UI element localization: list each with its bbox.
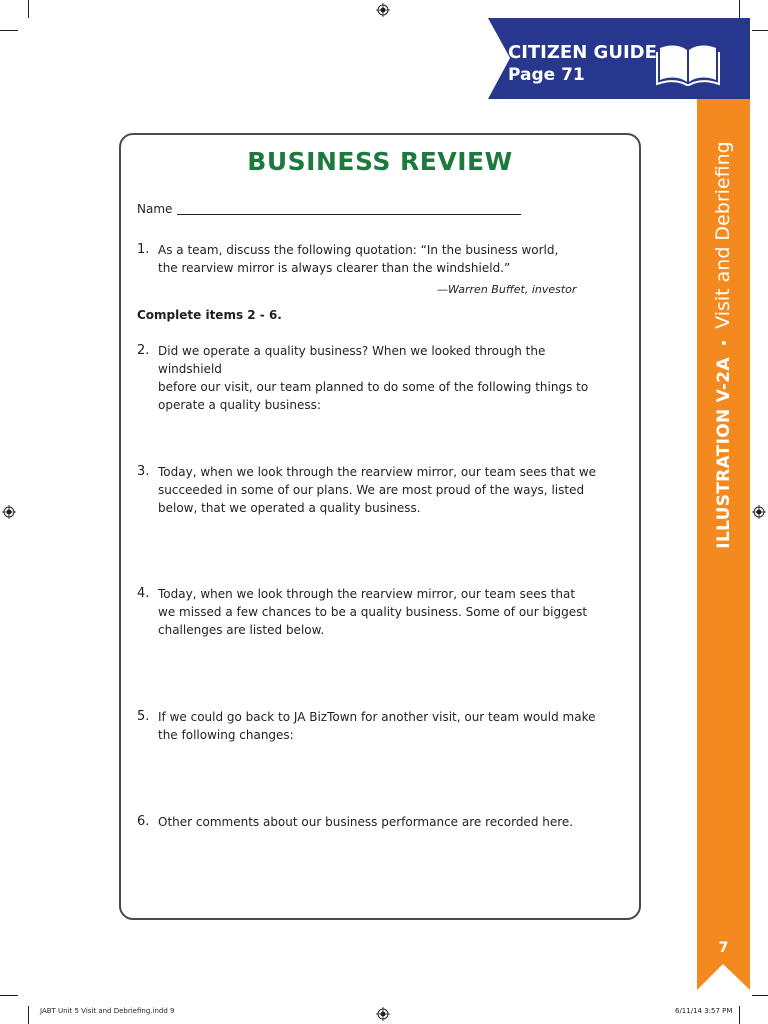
item-number: 1.	[137, 242, 150, 257]
item-number: 2.	[137, 343, 150, 358]
name-field-line[interactable]	[177, 214, 521, 215]
open-book-icon	[656, 42, 720, 86]
quote-attribution: —Warren Buffet, investor	[437, 283, 577, 296]
name-label: Name	[137, 202, 173, 216]
sidebar-notch	[697, 964, 750, 990]
item-text	[158, 241, 598, 277]
item-number: 3.	[137, 464, 150, 479]
citizen-guide-label	[508, 42, 657, 86]
crop-mark	[0, 30, 18, 31]
crop-mark	[752, 30, 768, 31]
instructions-label: Complete items 2 - 6.	[137, 308, 282, 322]
footer-filename: JABT Unit 5 Visit and Debriefing.indd 9	[40, 1007, 175, 1015]
item-text	[158, 463, 598, 517]
illustration-label: ILLUSTRATION V-2A	[714, 357, 734, 549]
item-text	[158, 342, 598, 414]
item-line: If we could go back to JA BizTown for another visit, our team would make	[158, 710, 596, 724]
section-label: Visit and Debriefing	[712, 141, 734, 329]
item-text	[158, 708, 598, 744]
crop-mark	[739, 0, 740, 18]
item-line: Today, when we look through the rearview mirror, our team sees that	[158, 587, 576, 601]
registration-mark-icon	[2, 505, 16, 519]
item-line: we missed a few chances to be a quality business. Some of our biggest	[158, 605, 588, 619]
guide-page: Page 71	[508, 65, 585, 85]
crop-mark	[739, 1006, 740, 1024]
item-line: before our visit, our team planned to do some of the following things to	[158, 380, 589, 394]
item-text	[158, 585, 598, 639]
item-line: the following changes:	[158, 728, 294, 742]
item-number: 6.	[137, 814, 150, 829]
crop-mark	[28, 1006, 29, 1024]
card-title: BUSINESS REVIEW	[247, 147, 513, 176]
crop-mark	[0, 995, 18, 996]
registration-mark-icon	[376, 3, 390, 17]
sidebar-heading	[703, 85, 743, 605]
item-line: succeeded in some of our plans. We are most proud of the ways, listed	[158, 483, 585, 497]
item-line: challenges are listed below.	[158, 623, 325, 637]
item-line: Other comments about our business performance are recorded here.	[158, 815, 574, 829]
registration-mark-icon	[752, 505, 766, 519]
guide-title: CITIZEN GUIDE	[508, 42, 657, 63]
separator-dot: •	[717, 338, 733, 348]
item-number: 4.	[137, 586, 150, 601]
item-number: 5.	[137, 709, 150, 724]
page-number: 7	[718, 940, 729, 956]
item-line: As a team, discuss the following quotation: “In the business world,	[158, 243, 559, 257]
item-line: Did we operate a quality business? When we looked through the windshield	[158, 344, 546, 376]
item-line: below, that we operated a quality business.	[158, 501, 421, 515]
item-text	[158, 813, 598, 831]
registration-mark-icon	[376, 1007, 390, 1021]
crop-mark	[752, 995, 768, 996]
business-review-card	[119, 133, 641, 920]
footer-timestamp: 6/11/14 3:57 PM	[675, 1007, 733, 1015]
item-line: the rearview mirror is always clearer than the windshield.”	[158, 261, 511, 275]
crop-mark	[28, 0, 29, 18]
item-line: operate a quality business:	[158, 398, 321, 412]
guide-tab-notch	[488, 18, 510, 99]
item-line: Today, when we look through the rearview mirror, our team sees that we	[158, 465, 597, 479]
